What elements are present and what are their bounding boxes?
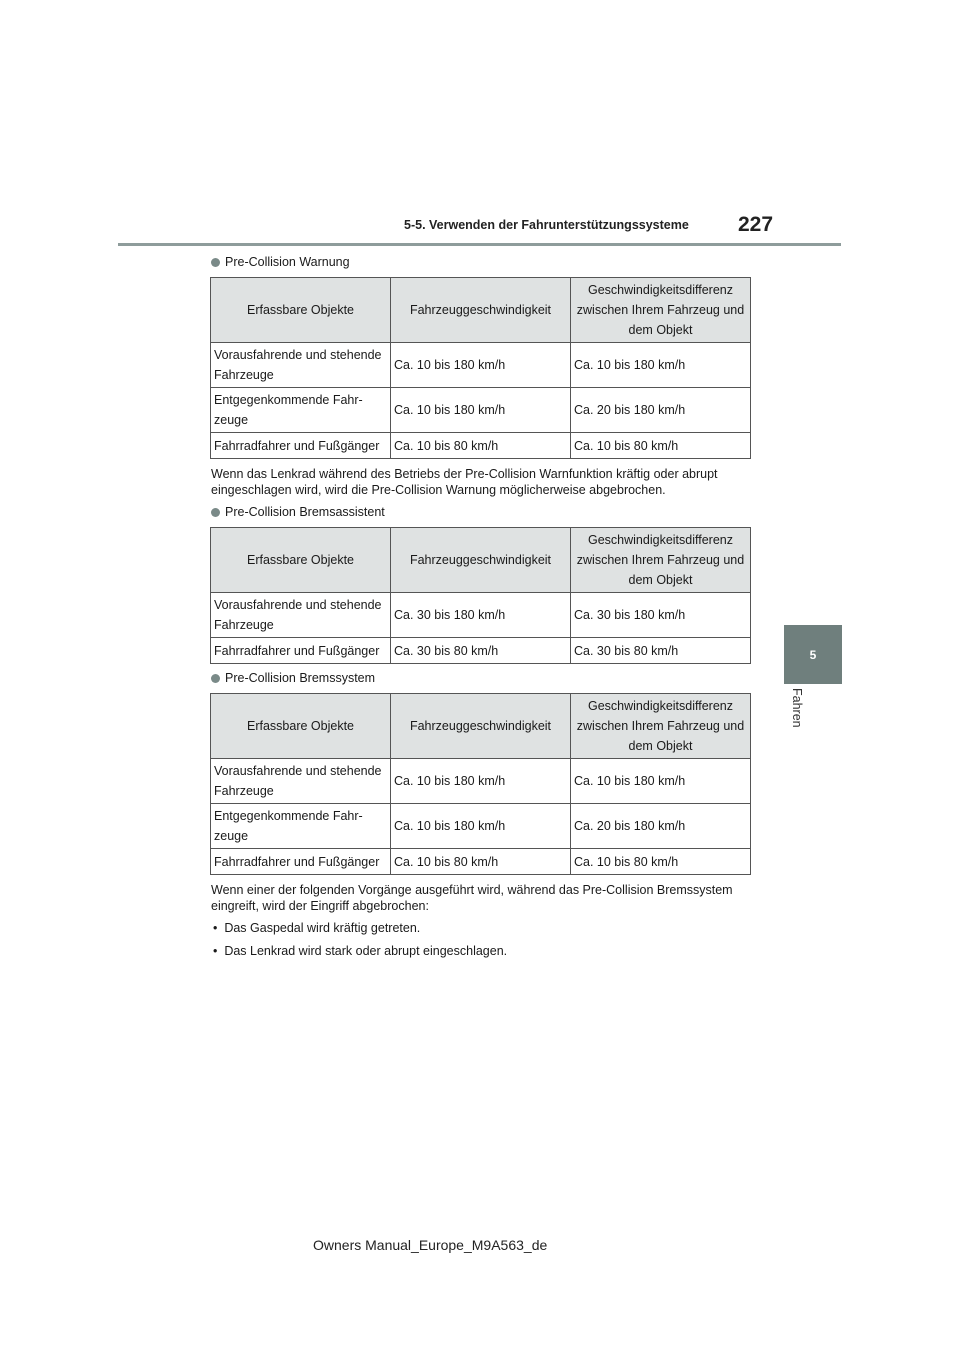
heading-text: Pre-Collision Warnung <box>225 255 350 269</box>
chapter-label: Fahren <box>790 688 804 728</box>
cell-speed: Ca. 10 bis 180 km/h <box>391 343 571 388</box>
cell-diff: Ca. 10 bis 80 km/h <box>571 849 751 875</box>
cell-diff: Ca. 10 bis 180 km/h <box>571 343 751 388</box>
table-row <box>211 638 751 664</box>
list-bullet: • <box>213 921 225 935</box>
bullet-heading-warning <box>211 255 350 269</box>
header-rule <box>118 243 841 246</box>
cell-speed: Ca. 30 bis 180 km/h <box>391 593 571 638</box>
list-item-text: Das Gaspedal wird kräftig getreten. <box>224 921 421 935</box>
col-objects: Erfassbare Objekte <box>211 694 391 759</box>
cell-diff: Ca. 30 bis 180 km/h <box>571 593 751 638</box>
col-diff: Geschwindigkeitsdifferenz zwischen Ihrem Fahrzeug und dem Objekt <box>571 278 751 343</box>
cell-speed: Ca. 10 bis 80 km/h <box>391 433 571 459</box>
list-item <box>213 921 420 935</box>
brake-system-table <box>210 693 751 875</box>
table-row <box>211 388 751 433</box>
col-speed: Fahrzeuggeschwindigkeit <box>391 694 571 759</box>
list-item-text: Das Lenkrad wird stark oder abrupt eingeschlagen. <box>224 944 508 958</box>
cell-object: Entgegenkommende Fahr-zeuge <box>211 388 391 433</box>
bullet-heading-brake-system <box>211 671 375 685</box>
col-objects: Erfassbare Objekte <box>211 528 391 593</box>
table-row <box>211 759 751 804</box>
cell-diff: Ca. 10 bis 180 km/h <box>571 759 751 804</box>
table-header-row <box>211 278 751 343</box>
table-header-row <box>211 528 751 593</box>
cell-diff: Ca. 20 bis 180 km/h <box>571 804 751 849</box>
brake-assist-table <box>210 527 751 664</box>
heading-text: Pre-Collision Bremssystem <box>225 671 376 685</box>
cell-diff: Ca. 20 bis 180 km/h <box>571 388 751 433</box>
cell-object: Fahrradfahrer und Fußgänger <box>211 638 391 664</box>
cell-speed: Ca. 10 bis 180 km/h <box>391 388 571 433</box>
table-row <box>211 343 751 388</box>
cell-object: Entgegenkommende Fahr-zeuge <box>211 804 391 849</box>
bullet-dot-icon <box>211 508 220 517</box>
cell-diff: Ca. 10 bis 80 km/h <box>571 433 751 459</box>
list-bullet: • <box>213 944 225 958</box>
cell-diff: Ca. 30 bis 80 km/h <box>571 638 751 664</box>
col-diff: Geschwindigkeitsdifferenz zwischen Ihrem Fahrzeug und dem Objekt <box>571 528 751 593</box>
cell-speed: Ca. 30 bis 80 km/h <box>391 638 571 664</box>
cell-object: Fahrradfahrer und Fußgänger <box>211 433 391 459</box>
page-number: 227 <box>738 213 774 236</box>
cell-object: Vorausfahrende und stehende Fahrzeuge <box>211 759 391 804</box>
col-objects: Erfassbare Objekte <box>211 278 391 343</box>
document-footer: Owners Manual_Europe_M9A563_de <box>313 1237 548 1253</box>
table-row <box>211 849 751 875</box>
list-item <box>213 944 507 958</box>
bullet-dot-icon <box>211 258 220 267</box>
table-header-row <box>211 694 751 759</box>
col-speed: Fahrzeuggeschwindigkeit <box>391 278 571 343</box>
cell-object: Fahrradfahrer und Fußgänger <box>211 849 391 875</box>
table-row <box>211 593 751 638</box>
chapter-tab[interactable]: 5 <box>784 625 842 684</box>
heading-text: Pre-Collision Bremsassistent <box>225 505 385 519</box>
cell-speed: Ca. 10 bis 180 km/h <box>391 804 571 849</box>
warning-note: Wenn das Lenkrad während des Betriebs der Pre-Collision Warnfunktion kräftig oder abrupt eingeschlagen wird, wird die Pre-Collision Warnung möglicherweise abgebrochen. <box>211 467 718 497</box>
table-row <box>211 433 751 459</box>
cell-object: Vorausfahrende und stehende Fahrzeuge <box>211 343 391 388</box>
brake-system-note: Wenn einer der folgenden Vorgänge ausgeführt wird, während das Pre-Collision Bremssystem eingreift, wird der Eingriff abgebrochen: <box>211 883 733 913</box>
bullet-heading-brake-assist <box>211 505 385 519</box>
cell-object: Vorausfahrende und stehende Fahrzeuge <box>211 593 391 638</box>
cell-speed: Ca. 10 bis 80 km/h <box>391 849 571 875</box>
bullet-dot-icon <box>211 674 220 683</box>
warning-table <box>210 277 751 459</box>
section-title: 5-5. Verwenden der Fahrunterstützungssysteme <box>404 218 689 232</box>
cell-speed: Ca. 10 bis 180 km/h <box>391 759 571 804</box>
col-diff: Geschwindigkeitsdifferenz zwischen Ihrem Fahrzeug und dem Objekt <box>571 694 751 759</box>
col-speed: Fahrzeuggeschwindigkeit <box>391 528 571 593</box>
table-row <box>211 804 751 849</box>
